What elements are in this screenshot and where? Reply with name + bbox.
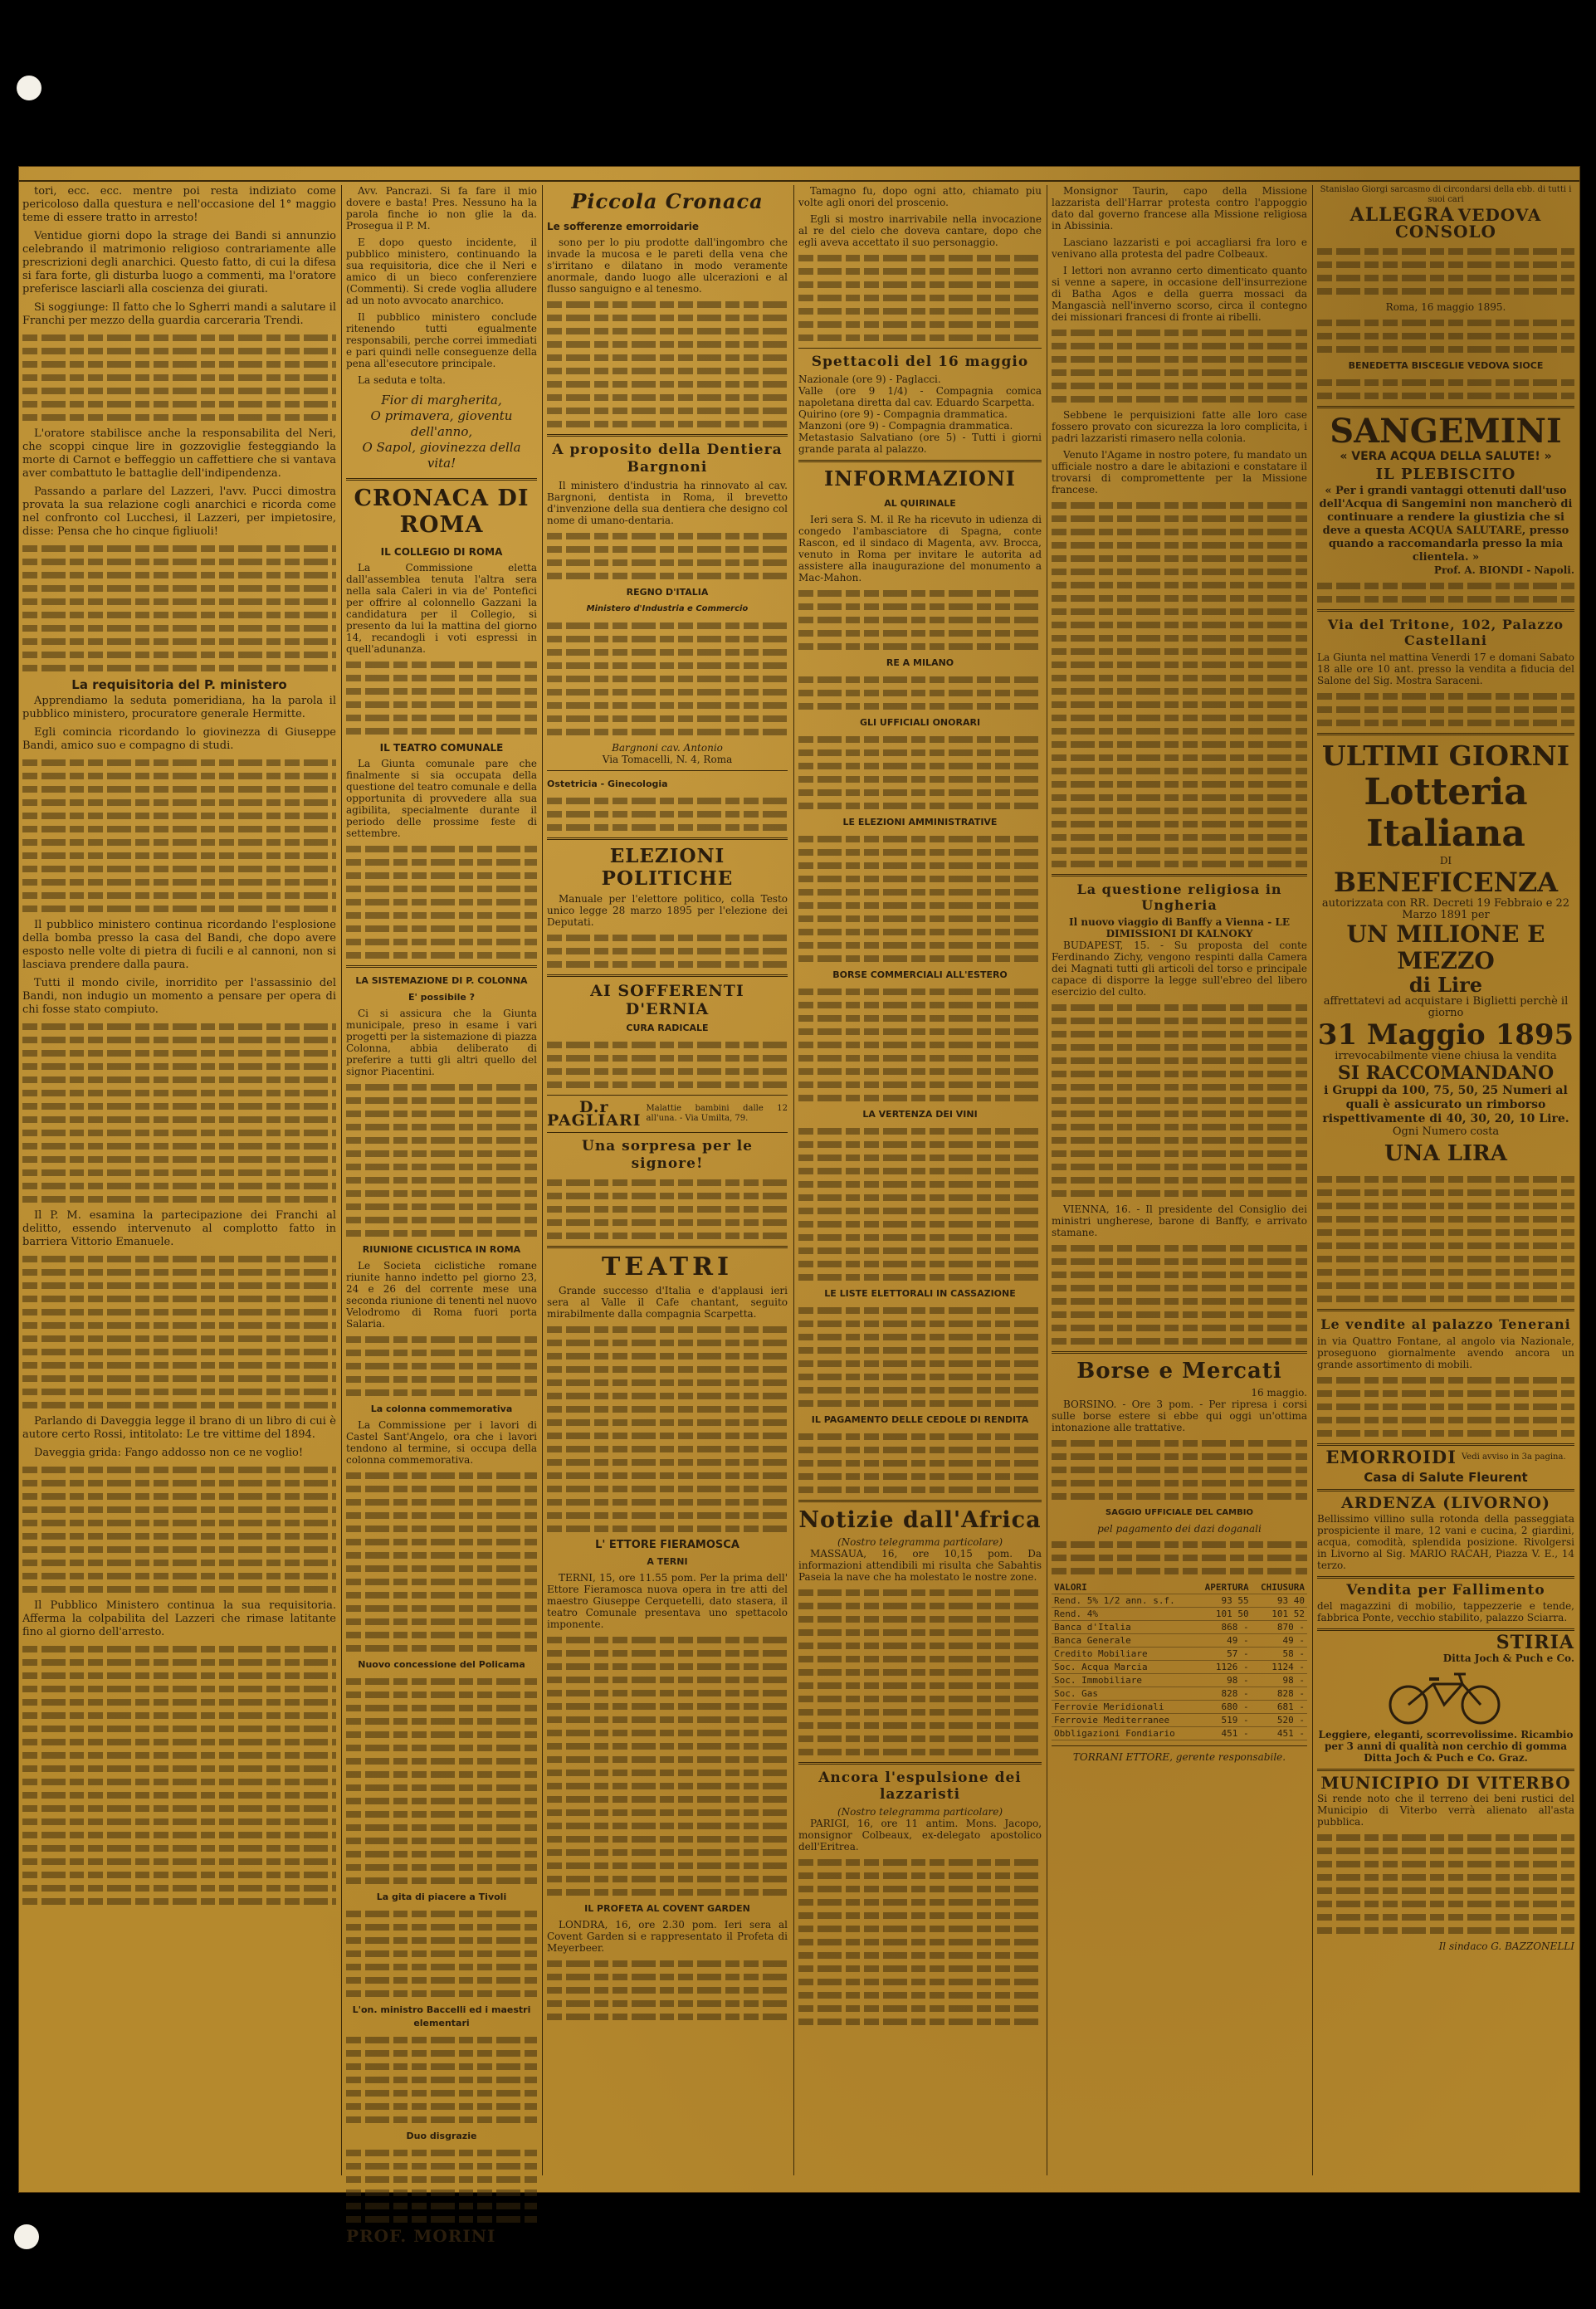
divider [547,434,788,437]
divider [547,1132,788,1133]
table-cell: 870 - [1252,1621,1307,1634]
spettacoli-heading: Spettacoli del 16 maggio [811,354,1029,370]
divider [798,1500,1042,1502]
text-block [22,334,336,421]
col1-paragraph: Il pubblico ministero continua ricordando l'esplosione della bomba presso la casa del Bandi, che dopo avere esposto nelle volte di pietra di fucili e al cannoni, non si lasciava prendere dalla paura. [22,919,336,971]
colonna-text: La Commissione per i lavori di Castel Sant'Angelo, ora che i lavori tendono al termine, si occupa della colonna commemorativa. [346,1419,537,1466]
sofferenze-text: sono per lo piu prodotte dall'ingombro che invade la mucosa e le pareti della vena che s'irritano e dilatano in modo veramente anormale, dando luogo alle ulcerazioni e al flusso sanguigno e al tenesmo. [547,237,788,295]
text-block [1317,1834,1574,1934]
text-block [547,935,788,968]
table-cell: 1126 - [1195,1661,1251,1674]
text-block [1052,1440,1307,1500]
table-cell: 58 - [1252,1648,1307,1661]
text-block [547,798,788,831]
col2-paragraph: E dopo questo incidente, il pubblico ministero, continuando la sua requisitoria, dice che il Neri e amico di un bieco conferenziere (Commenti). Si crede voglia alludere ad un noto avvocato anarchico. [346,237,537,306]
text-block [22,545,336,671]
ufficiale-heading: SAGGIO UFFICIALE DEL CAMBIO [1105,1508,1253,1517]
text-block [346,2150,537,2223]
punch-hole-bottom [14,2224,39,2249]
borse-text: BORSINO. - Ore 3 pom. - Per ripresa i corsi sulle borse estere si ebbe qui oggi un'ottima intonazione alle trattative. [1052,1399,1307,1433]
divider [1317,733,1574,735]
divider [547,1246,788,1248]
column-1 [22,185,336,2175]
ufficiale-text: pel pagamento dei dazi doganali [1097,1523,1262,1535]
elezioni-text: Manuale per l'elettore politico, colla Testo unico legge 28 marzo 1895 per l'elezione dei Deputati. [547,893,788,928]
beneficenza: BENEFICENZA [1333,866,1559,898]
text-block [547,533,788,579]
spettacoli-item: Nazionale (ore 9) - Paglacci. [798,373,941,385]
text-block [1317,320,1574,353]
sorpresa-heading: Una sorpresa per le signore! [582,1138,753,1172]
table-cell: 101 50 [1195,1608,1251,1621]
pagliari-text: Malattie bambini dalle 12 all'una. - Via Umilta, 79. [646,1104,788,1123]
col1-paragraph: Egli comincia ricordando lo giovinezza di Giuseppe Bandi, amico suo e compagno di studi. [22,726,336,752]
pagliari-ad [547,1098,788,1130]
table-cell: Banca Generale [1052,1634,1195,1648]
table-cell: 828 - [1252,1687,1307,1701]
vienna-text: VIENNA, 16. - Il presidente del Consiglio dei ministri ungherese, barone di Banffy, e arrivato stamane. [1052,1203,1307,1238]
dentiera-text: Il ministero d'industria ha rinnovato al cav. Bargnoni, dentista in Roma, il brevetto d'invenzione della sua dentiera che designo col nome di umano-dentaria. [547,480,788,526]
text-block [346,1336,537,1396]
ungheria-text: BUDAPEST, 15. - Su proposta del conte Ferdinando Zichy, vengono respinti dalla Camera dei Magnati tutti gli articoli del torso e principale capace di disporre la legge sull'ebreo del libero esercizio del culto. [1052,940,1307,998]
collegio-text: La Commissione eletta dall'assemblea tenuta l'altra sera nella sala Caleri in via de' Pontefici per offrire al colonnello Gazzani la candidatura per il Collegio, si presento da lui la mattina del giorno 14, recandogli i voti espressi in quell'adunanza. [346,562,537,655]
text-block [798,1128,1042,1281]
text-block [798,1589,1042,1755]
divider [547,974,788,977]
col1-paragraph: L'oratore stabilisce anche la responsabilita del Neri, che scoppi cinque lire in gozzoviglie festeggiando la morte di Carnot e beffeggio un caffettiere che si vantava aver combattuto le battaglie dell'indipendenza. [22,427,336,480]
top-border [19,167,1579,182]
affrettatevi: affrettatevi ad acquistare i Biglietti perchè il giorno [1323,995,1569,1019]
col2-paragraph: La seduta e tolta. [358,374,446,386]
sofferenti-subheading: CURA RADICALE [626,1023,709,1033]
column-rule [793,185,794,2175]
raccomandano: SI RACCOMANDANO [1337,1062,1555,1084]
text-block [798,989,1042,1101]
teatro-text: La Giunta comunale pare che finalmente si sia occupata della questione del teatro comunale e della opportunita di provvedere alla sua agibilita, specialmente durante il periodo delle prossime feste di settembre. [346,758,537,839]
text-block [22,1467,336,1593]
ultimi-giorni: ULTIMI GIORNI [1321,740,1570,772]
text-block [1052,502,1307,867]
gruppi-text: i Gruppi da 100, 75, 50, 25 Numeri al quali è assicurato un rimborso rispettivamente di 40, 30, 20, 10 Lire. [1322,1084,1569,1125]
estrazione-date: 31 Maggio 1895 [1317,1018,1574,1052]
table-cell: Obbligazioni Fondiario [1052,1727,1195,1740]
ostetricia-heading: Ostetricia - Ginecologia [547,779,668,789]
fallimento-text: del magazzini di mobilio, tappezzerie e tende, fabbrica Ponte, vecchio stabilito, palazzo Sciarra. [1317,1600,1574,1623]
text-block [798,1859,1042,2025]
divider [1317,1769,1574,1771]
divider [547,837,788,840]
divider [547,1095,788,1096]
espulsione-subheading: (Nostro telegramma particolare) [837,1806,1003,1818]
text-block [1052,1004,1307,1197]
plebiscito-signature: Prof. A. BIONDI - Napoli. [1433,564,1574,576]
table-cell: 680 - [1195,1701,1251,1714]
col1-paragraph: Si soggiunge: Il fatto che lo Sgherri mandi a salutare il Franchi per mezzo della guardia carceraria Trendi. [22,301,336,327]
divider [1052,1745,1307,1746]
tivoli-heading: La gita di piacere a Tivoli [376,1892,507,1902]
table-row [1052,1701,1307,1714]
text-block [798,736,1042,809]
sistemazione-subheading: E' possibile ? [408,992,476,1003]
ministro-heading: L'on. ministro Baccelli ed i maestri elementari [352,2004,531,2028]
ettore-subheading: A TERNI [647,1556,688,1567]
text-block [1317,693,1574,726]
text-block [22,759,336,912]
table-cell: Banca d'Italia [1052,1621,1195,1634]
allegra-title: ALLEGRA [1350,204,1455,226]
poem-line: O Sapol, giovinezza della vita! [362,440,521,471]
tenerani-text: in via Quattro Fontane, al angolo via Nazionale, proseguono giornalmente avendo ancora un grande assortimento di mobili. [1317,1335,1574,1370]
table-cell: 93 40 [1252,1594,1307,1608]
text-block [1052,330,1307,403]
irrevocabilmente: irrevocabilmente viene chiusa la vendita [1335,1050,1557,1062]
table-cell: 98 - [1195,1674,1251,1687]
text-block [22,1256,336,1408]
divider [547,770,788,771]
viterbo-signature: Il sindaco G. BAZZONELLI [1438,1940,1574,1952]
table-cell: 828 - [1195,1687,1251,1701]
text-block [798,1307,1042,1407]
borse-heading: Borse e Mercati [1076,1359,1282,1384]
text-block [1317,379,1574,399]
table-cell: 98 - [1252,1674,1307,1687]
viterbo-title: MUNICIPIO DI VITERBO [1320,1773,1571,1793]
text-block [346,1911,537,1997]
sistemazione-text: Ci si assicura che la Giunta municipale, preso in esame i vari progetti per la sistemazione di piazza Colonna, abbia deliberato di preferire a tutti gli altri quello del signor Piacentini. [346,1008,537,1077]
riunione-heading: RIUNIONE CICLISTICA IN ROMA [362,1244,521,1255]
teatro-heading: IL TEATRO COMUNALE [379,742,504,754]
teatri-heading: TEATRI [601,1252,734,1281]
stiria-subtitle: Ditta Joch & Puch e Co. [1442,1652,1574,1664]
table-cell: 57 - [1195,1648,1251,1661]
col2-paragraph: Il pubblico ministero conclude ritenendo tutti egualmente responsabili, perche correi immediati e pari quindi nelle conseguenze della pena all'esecutore principale. [346,311,537,369]
col4-opening: Tamagno fu, dopo ogni atto, chiamato piu volte agli onori del proscenio. [798,185,1042,208]
text-block [1317,583,1574,603]
table-cell: Credito Mobiliare [1052,1648,1195,1661]
ungheria-heading: La questione religiosa in Ungheria [1076,881,1282,913]
col5-opening: Monsignor Taurin, capo della Missione lazzarista dell'Harrar protesta contro l'appoggio dato dal governo francese alla Missione religiosa in Abissinia. [1052,185,1307,232]
text-block [346,2037,537,2123]
tritone-title: Via del Tritone, 102, Palazzo Castellani [1327,617,1564,648]
table-cell: 868 - [1195,1621,1251,1634]
table-row [1052,1674,1307,1687]
col1-paragraph: Il P. M. esamina la partecipazione dei Franchi al delitto, essendo intervenuto al complotto fatto in barriera Vittorio Emanuele. [22,1209,336,1248]
informazioni-heading: INFORMAZIONI [823,466,1017,491]
table-cell: 681 - [1252,1701,1307,1714]
table-cell: Soc. Acqua Marcia [1052,1661,1195,1674]
stiria-title: STIRIA [1496,1632,1574,1653]
divider [1317,1576,1574,1579]
text-block [346,1084,537,1237]
allegra-date: Roma, 16 maggio 1895. [1385,301,1506,313]
text-block [547,622,788,735]
text-block [22,1646,336,1905]
sangemini-title: SANGEMINI [1330,412,1562,451]
table-cell: Soc. Gas [1052,1687,1195,1701]
table-cell: 101 52 [1252,1608,1307,1621]
milano-heading: RE A MILANO [886,657,954,668]
text-block [1317,1176,1574,1302]
emorroidi-ad [1317,1447,1574,1467]
riunione-text: Le Societa ciclistiche romane riunite hanno indetto pel giorno 23, 24 e 26 del corrente mese una seconda riunione di tenenti nel nuovo Velodromo di Roma fuori porta Salaria. [346,1260,537,1330]
table-header: APERTURA [1195,1581,1251,1594]
ogni-numero: Ogni Numero costa [1392,1125,1500,1138]
tenerani-title: Le vendite al palazzo Tenerani [1320,1316,1571,1332]
table-row [1052,1648,1307,1661]
spettacoli-item: Quirino (ore 9) - Compagnia drammatica. [798,408,1008,420]
col5-paragraph: Venuto l'Agame in nostro potere, fu mandato un ufficiale nostro a dare le abitazioni e constatare il trovarsi di compromettente per la Missione francese. [1052,449,1307,495]
text-block [1317,248,1574,295]
borse-date: 16 maggio. [1251,1387,1307,1399]
table-row [1052,1661,1307,1674]
table-header-row [1052,1581,1307,1594]
cedole-heading: IL PAGAMENTO DELLE CEDOLE DI RENDITA [811,1414,1029,1425]
divider [1317,1489,1574,1491]
colonna-heading: La colonna commemorativa [370,1403,513,1414]
text-block [798,676,1042,710]
text-block [1052,1245,1307,1345]
espulsione-text: PARIGI, 16, ore 11 antim. Mons. Jacopo, monsignor Colbeaux, ex-delegato apostolico dell'Eritrea. [798,1818,1042,1853]
text-block [1317,1377,1574,1437]
text-block [346,1678,537,1884]
autorizzata: autorizzata con RR. Decreti 19 Febbraio e 22 Marzo 1891 per [1321,897,1570,921]
column-6-ads [1317,185,1574,2175]
brevetto-sub: Ministero d'Industria e Commercio [586,604,749,613]
text-block [346,846,537,959]
cronaca-heading: CRONACA DI ROMA [354,486,530,538]
vertenza-heading: LA VERTENZA DEI VINI [862,1109,978,1120]
ardenza-text: Bellissimo villino sulla rotonda della passeggiata prospiciente il mare, 12 vani e cucina, 2 giardini, acqua, comodità, splendida posizione. Rivolgersi in Livorno al Sig. MARIO RACAH, Piazza V. E., 14 terzo. [1317,1513,1574,1571]
column-2 [346,185,537,2246]
milione: UN MILIONE E MEZZO [1346,920,1545,974]
spettacoli-item: Metastasio Salvatiano (ore 5) - Tutti i giorni grande parata al palazzo. [798,432,1042,455]
brevetto-label: REGNO D'ITALIA [626,587,709,598]
viterbo-text: Si rende noto che il terreno dei beni rustici del Municipio di Viterbo verrà alienato all'asta pubblica. [1317,1793,1574,1828]
divider [1052,1351,1307,1354]
text-block [547,1042,788,1088]
table-cell: 519 - [1195,1714,1251,1727]
table-row [1052,1621,1307,1634]
column-rule [542,185,543,2175]
table-header: VALORI [1052,1581,1195,1594]
col1-paragraph: Apprendiamo la seduta pomeridiana, ha la parola il pubblico ministero, procuratore generale Hermitte. [22,695,336,720]
profeta-heading: IL PROFETA AL COVENT GARDEN [584,1903,750,1914]
bicycle-icon [1379,1667,1512,1726]
divider [346,965,537,968]
table-row [1052,1634,1307,1648]
col1-paragraph: Tutti il mondo civile, inorridito per l'assassinio del Bandi, non indugio un momento a pensare per opera di chi fosse stato compiuto. [22,977,336,1016]
valori-table [1052,1581,1307,1740]
gerente-footer: TORRANI ETTORE, gerente responsabile. [1072,1751,1286,1763]
divider [798,1762,1042,1765]
column-4 [798,185,1042,2175]
bargnoni-address: Via Tomacelli, N. 4, Roma [602,754,733,765]
table-header: CHIUSURA [1252,1581,1307,1594]
divider [1317,609,1574,612]
poem-line: O primavera, gioventu dell'anno, [370,408,513,439]
poem-line: Fior di margherita, [381,393,502,408]
column-rule [341,185,342,2175]
col2-opening: Avv. Pancrazi. Si fa fare il mio dovere e basta! Pres. Nessuno ha la parola finche io non glie la da. Prosegua il P. M. [346,185,537,232]
table-cell: Rend. 4% [1052,1608,1195,1621]
column-rule [1312,185,1313,2175]
col1-paragraph: Ventidue giorni dopo la strage dei Bandi si annunzio celebrando il matrimonio religioso contrariamente alle prescrizioni degli anarchici. Questo fatto, di cui la difesa si fara forte, gli disturba luogo a commenti, ma l'oratore preferisce lasciarli alla coscienza dei giurati. [22,230,336,295]
dentiera-heading: A proposito della Dentiera Bargnoni [552,442,783,476]
quirinale-text: Ieri sera S. M. il Re ha ricevuto in udienza di congedo l'ambasciatore di Spagna, conte Rascon, ed il sindaco di Magenta, avv. Brocca, venuto in Roma per invitare le autorita ad assistere alla inaugurazione del monumento a Mac-Mahon. [798,514,1042,583]
quirinale-heading: AL QUIRINALE [884,498,956,509]
sangemini-subtitle: « VERA ACQUA DELLA SALUTE! » [1340,450,1552,463]
africa-subheading: (Nostro telegramma particolare) [837,1536,1003,1548]
table-cell: Rend. 5% 1/2 ann. s.f. [1052,1594,1195,1608]
newspaper-page [18,166,1580,2246]
espulsione-heading: Ancora l'espulsione dei lazzaristi [818,1770,1022,1803]
tritone-text: La Giunta nel mattina Venerdi 17 e domani Sabato 18 alle ore 10 ant. presso la vendita a fiducia del Salone del Sig. Mostra Saraceni. [1317,652,1574,686]
spettacoli-item: Manzoni (ore 9) - Compagnia drammatica. [798,420,1013,432]
column-3 [547,185,788,2175]
divider [1317,1443,1574,1446]
text-block [547,1637,788,1896]
teatri-text: Grande successo d'Italia e d'applausi ieri sera al Valle il Cafe chantant, seguito mirabilmente dalla compagnia Scarpetta. [547,1285,788,1320]
sofferenze-heading: Le sofferenze emorroidarie [547,221,700,232]
text-block [346,1472,537,1652]
text-block [798,590,1042,650]
table-row [1052,1608,1307,1621]
ettore-heading: L' ETTORE FIERAMOSCA [595,1539,739,1551]
piccola-cronaca-heading: Piccola Cronaca [571,189,764,213]
col5-paragraph: I lettori non avranno certo dimenticato quanto si venne a sapere, in occasione dell'insurrezione di Batha Agos e della guerra mossaci da Mangascià nell'inverno scorso, circa il contegno dei missionari francesi di fronte ai ribelli. [1052,265,1307,323]
text-block [547,1179,788,1239]
text-block [547,301,788,427]
ettore-text: TERNI, 15, ore 11.55 pom. Per la prima dell' Ettore Fieramosca nuova opera in tre atti del maestro Giuseppe Cerquetelli, dato stasera, il teatro Comunale presentava uno spettacolo imponente. [547,1572,788,1630]
col4-opening-text: Egli si mostro inarrivabile nella invocazione al re del cielo che doveva cantare, dopo che egli aveva accettato il suo personaggio. [798,213,1042,248]
table-cell: 451 - [1195,1727,1251,1740]
punch-hole-top [17,76,41,100]
fallimento-title: Vendita per Fallimento [1346,1582,1545,1599]
text-block [22,1023,336,1203]
spettacoli-item: Valle (ore 9 1/4) - Compagnia comica napoletana diretta dal cav. Eduardo Scarpetta. [798,385,1042,408]
table-row [1052,1727,1307,1740]
poem [346,393,537,471]
divider [1317,1628,1574,1631]
profeta-text: LONDRA, 16, ore 2.30 pom. Ieri sera al Covent Garden si e rappresentato il Profeta di Meyerbeer. [547,1919,788,1954]
plebiscito-title: IL PLEBISCITO [1375,466,1516,483]
table-cell: Ferrovie Meridionali [1052,1701,1195,1714]
lotteria-title: Lotteria Italiana [1364,771,1528,855]
col5-paragraph: Lasciano lazzaristi e poi accagliarsi fra loro e venivano alla protesta del padre Colbeaux. [1052,237,1307,260]
pagliari-name: D.r PAGLIARI [547,1098,642,1130]
table-cell: Ferrovie Mediterranee [1052,1714,1195,1727]
africa-heading: Notizie dall'Africa [798,1507,1042,1533]
una-lira: UNA LIRA [1384,1141,1507,1166]
ungheria-subheading: Il nuovo viaggio di Banffy a Vienna - LE DIMISSIONI DI KALNOKY [1069,916,1290,940]
text-block [1052,1541,1307,1574]
table-row [1052,1714,1307,1727]
ads-top-text: Stanislao Giorgi sarcasmo di circondarsi della ebb. di tutti i suoi cari [1320,185,1572,204]
liste-heading: LE LISTE ELETTORALI IN CASSAZIONE [824,1288,1016,1299]
elezioni-heading: ELEZIONI POLITICHE [601,845,734,890]
emorroidi-note: Vedi avviso in 3a pagina. [1461,1452,1566,1462]
sistemazione-heading: LA SISTEMAZIONE DI P. COLONNA [355,975,528,986]
casa-salute: Casa di Salute Fleurent [1364,1470,1528,1485]
ufficiali-heading: GLI UFFICIALI ONORARI [859,717,981,728]
col1-paragraph: Parlando di Daveggia legge il brano di un libro di cui è autore certo Rossi, intitolato: Le tre vittime del 1894. [22,1415,336,1441]
divider [798,348,1042,349]
sofferenti-heading: AI SOFFERENTI D'ERNIA [590,982,744,1018]
borse-comm-heading: BORSE COMMERCIALI ALL'ESTERO [832,969,1008,980]
plebiscito-text: « Per i grandi vantaggi ottenuti dall'uso dell'Acqua di Sangemini non mancherò di continuare a rendere la giustizia che si deve a questa ACQUA SALUTARE, presso quando a raccomandarla presso la mia clientela. » [1319,485,1573,564]
col1-subheading: La requisitoria del P. ministero [71,677,287,692]
text-block [547,1960,788,2020]
column-5 [1052,185,1307,2175]
col5-paragraph: Sebbene le perquisizioni fatte alle loro case fossero provato con sicurezza la loro complicita, i padri lazzaristi rimasero nella colonia. [1052,409,1307,444]
text-block [798,255,1042,341]
col1-paragraph: Il Pubblico Ministero continua la sua requisitoria. Afferma la colpabilita del Lazzeri che rimase latitante fino al giorno dell'arresto. [22,1599,336,1638]
allegra-brand: VEDOVA CONSOLO [1395,205,1542,242]
africa-text: MASSAUA, 16, ore 10,15 pom. Da informazioni attendibili mi risulta che Sabahtis Paseia la nave che ha molestato le nostre zone. [798,1548,1042,1583]
table-cell: Soc. Immobiliare [1052,1674,1195,1687]
bargnoni-signature: Bargnoni cav. Antonio [612,742,723,754]
col1-paragraph: Passando a parlare del Lazzeri, l'avv. Pucci dimostra provata la sua relazione cogli anarchici e ricorda come nel confronto col Lucchesi, il Lazzeri, per impietosire, disse: Pensa che ho cinque figliuoli! [22,486,336,538]
morini-footer: PROF. MORINI [346,2226,496,2246]
pascolo-heading: Nuovo concessione del Policama [358,1659,525,1670]
divider [1317,406,1574,408]
allegra-ad [1317,204,1574,242]
table-cell: 1124 - [1252,1661,1307,1674]
elezioni-amm-heading: LE ELEZIONI AMMINISTRATIVE [842,817,998,827]
di-lire: di Lire [1408,973,1483,997]
table-cell: 49 - [1252,1634,1307,1648]
ardenza-title: ARDENZA (LIVORNO) [1341,1494,1550,1512]
table-cell: 520 - [1252,1714,1307,1727]
col1-opening: tori, ecc. ecc. mentre poi resta indiziato come pericoloso dalla questura e nell'occasione del 1° maggio teme di essere tratto in arresto! [22,185,336,224]
divider [346,478,537,481]
text-block [346,661,537,735]
emorroidi-title: EMORROIDI [1325,1447,1457,1467]
stiria-text: Leggiere, eleganti, scorrevolissime. Ricambio per 3 anni di qualità non cerchio di gomma Ditta Joch & Puch e Co. Graz. [1318,1729,1574,1764]
table-cell: 93 55 [1195,1594,1251,1608]
divider [1317,1309,1574,1311]
table-cell: 451 - [1252,1727,1307,1740]
lotteria-di: DI [1439,855,1452,866]
divider [798,460,1042,462]
table-cell: 49 - [1195,1634,1251,1648]
benedetta-name: BENEDETTA BISCEGLIE VEDOVA SIOCE [1348,360,1544,371]
disgrazie-heading: Duo disgrazie [406,2131,477,2141]
col1-paragraph: Daveggia grida: Fango addosso non ce ne voglio! [34,1447,304,1459]
table-row [1052,1687,1307,1701]
divider [1052,874,1307,876]
text-block [547,1326,788,1532]
collegio-heading: IL COLLEGIO DI ROMA [380,546,503,558]
text-block [798,1433,1042,1493]
table-row [1052,1594,1307,1608]
text-block [798,836,1042,962]
